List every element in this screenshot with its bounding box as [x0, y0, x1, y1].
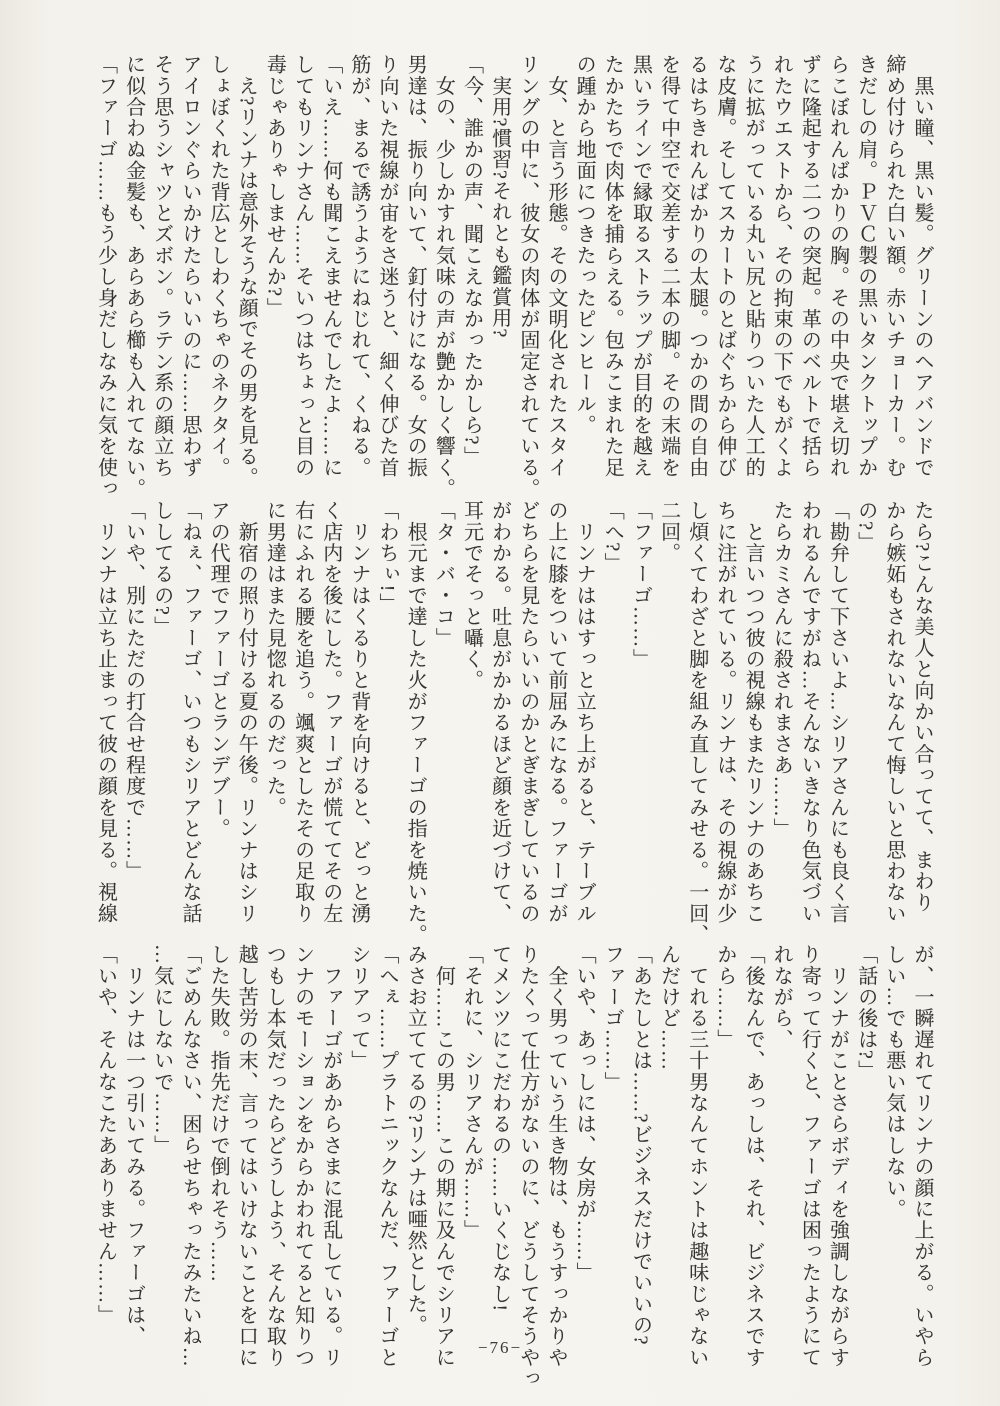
text-column: たらカミさんに殺されまさあ……」	[770, 500, 793, 840]
text-column: らこぼれんばかりの胸。その中央で堪え切れ	[826, 54, 849, 478]
text-column: アの代理でファーゴとランデブー。	[207, 500, 230, 840]
text-column: アイロンぐらいかけたらいいのに……思わず	[178, 54, 201, 478]
text-column: 「いや、そんなこたあありません……」	[94, 944, 117, 1326]
text-column: ンナのモーションをからかわれてると知りつ	[291, 944, 314, 1368]
text-column: れたウエストから、その拘束の下でもがくよ	[770, 54, 793, 478]
text-column: が、一瞬遅れてリンナの顔に上がる。いやら	[911, 944, 933, 1368]
text-column: りたくって仕方がないのに、どうしてそうやっ	[516, 944, 539, 1390]
text-column: の?」	[854, 500, 877, 553]
text-column: し煩くてわざと脚を組み直してみせる。一回、	[685, 500, 708, 946]
text-column: ししてるの?」	[150, 500, 173, 638]
text-column: 越し苦労の末、言ってはいけないことを口に	[235, 944, 258, 1368]
text-column: ファーゴ……」	[601, 944, 624, 1093]
text-column: 「タ・バ・コ」	[432, 500, 455, 649]
text-column: リンナは一つ引いてみる。ファーゴは、	[122, 944, 145, 1347]
text-column: たかたちで肉体を捕らえる。包みこまれた足	[601, 54, 624, 478]
text-column: リングの中に、彼女の肉体が固定されている。	[516, 54, 539, 500]
text-column: リンナはくるりと背を向けると、どっと湧	[347, 500, 370, 924]
text-column: に男達はまた見惚れるのだった。	[263, 500, 286, 818]
text-column: んだけど……	[657, 944, 680, 1072]
text-column: 黒いラインで縁取るストラップが目的を越え	[629, 54, 652, 478]
text-column: たら?こんな美人と向かい合ってて、まわり	[911, 500, 933, 913]
text-column: 「後なんで、あっしは、それ、ビジネスです	[742, 944, 765, 1368]
text-column: みさお立ててるの?リンナは唖然とした。	[404, 944, 427, 1336]
text-band-middle	[90, 500, 936, 946]
text-column: く店内を後にした。ファーゴが慌ててその左	[319, 500, 342, 924]
text-column: 実用?慣習?それとも鑑賞用?	[488, 54, 511, 339]
text-column: 女、と言う形態。その文明化されたスタイ	[544, 54, 567, 478]
text-column: 「へ?」	[601, 500, 624, 574]
text-column: 黒い瞳、黒い髪。グリーンのヘアバンドで	[911, 54, 933, 478]
text-column: 耳元でそっと囁く。	[460, 500, 483, 691]
text-column: 根元まで達した火がファーゴの指を焼いた。	[404, 500, 427, 946]
text-column: 「いや、別にただの打合せ程度で……」	[122, 500, 145, 882]
text-column: に似合わぬ金髪も、あらあら櫛も入れてない。	[122, 54, 145, 500]
text-column: がわかる。吐息がかかるほど顔を近づけて、	[488, 500, 511, 924]
text-column: 「ごめんなさい、困らせちゃったみたいね…	[178, 944, 201, 1368]
text-band-top	[90, 54, 936, 500]
text-column: 「へぇ……プラトニックなんだ、ファーゴと	[376, 944, 399, 1368]
text-column: ファーゴがあからさまに混乱している。リ	[319, 944, 342, 1368]
text-column: 「それに、シリアさんが……」	[460, 944, 483, 1241]
text-column: 「わちぃ!」	[376, 500, 399, 614]
text-column: 「いや、あっしには、女房が……」	[573, 944, 596, 1284]
text-column: 男達は、振り向いて、釘付けになる。女の振	[404, 54, 427, 478]
text-column: れながら、	[770, 944, 793, 1050]
text-column: な皮膚。そしてスカートのとばぐちから伸び	[713, 54, 736, 478]
text-column: るはちきれんばかりの太腿。つかの間の自由	[685, 54, 708, 478]
text-column: 何……この男……この期に及んでシリアに	[432, 944, 455, 1368]
text-column: きだしの肩。ＰＶＣ製の黒いタンクトップか	[854, 54, 877, 478]
text-column: しょぼくれた背広としわくちゃのネクタイ。	[207, 54, 230, 478]
text-column: 二回。	[657, 500, 680, 564]
text-column: を得て中空で交差する二本の脚。その末端を	[657, 54, 680, 478]
text-column: 右にふれる腰を追う。颯爽としたその足取り	[291, 500, 314, 924]
page-number: −76−	[477, 1338, 523, 1357]
text-column: 筋が、まるで誘うようにねじれて、くねる。	[347, 54, 370, 478]
text-column: 「ねぇ、ファーゴ、いつもシリアとどんな話	[178, 500, 201, 924]
text-column: どちらを見たらいいのかとぎまぎしているの	[516, 500, 539, 924]
text-column: そう思うシャツとズボン。ラテン系の顔立ち	[150, 54, 173, 478]
text-column: リンナは立ち止まって彼の顔を見る。視線	[94, 500, 117, 924]
text-column: と言いつつ彼の視線もまたリンナのあちこ	[742, 500, 765, 924]
text-column: …気にしないで……」	[150, 944, 173, 1156]
text-column: り向いた視線が宙をさ迷うと、細く伸びた首	[376, 54, 399, 478]
text-column: シリアって」	[347, 944, 370, 1072]
text-column: 「勘弁して下さいよ…シリアさんにも良く言	[826, 500, 849, 924]
text-column: の上に膝をついて前屈みになる。ファーゴが	[544, 500, 567, 924]
text-band-bottom	[90, 944, 936, 1390]
text-column: した失敗。指先だけで倒れそう……	[207, 944, 230, 1284]
text-column: ずに隆起する二つの突起。革のベルトで括ら	[798, 54, 821, 478]
text-column: しい…でも悪い気はしない。	[882, 944, 905, 1220]
text-column: てメンツにこだわるの……いくじなし!	[488, 944, 511, 1313]
text-column: の踵から地面につきたったピンヒール。	[573, 54, 596, 436]
text-column: 「ファーゴ……」	[629, 500, 652, 670]
text-column: 「ファーゴ……もう少し身だしなみに気を使っ	[94, 54, 117, 500]
text-column: リンナははすっと立ち上がると、テーブル	[573, 500, 596, 924]
text-column: われるんですがね…そんないきなり色気づい	[798, 500, 821, 924]
text-column: 「あたしとは……?ビジネスだけでいいの?	[629, 944, 652, 1346]
text-column: 全く男っていう生き物は、もうすっかりや	[544, 944, 567, 1368]
text-column: り寄って行くと、ファーゴは困ったようにて	[798, 944, 821, 1368]
text-column: 「今、誰かの声、聞こえなかったかしら?」	[460, 54, 483, 467]
text-column: から嫉妬もされないなんて悔しいと思わない	[882, 500, 905, 924]
text-column: 締め付けられた白い額。赤いチョーカー。む	[882, 54, 905, 478]
text-column: 「いえ……何も聞こえませんでしたよ……に	[319, 54, 342, 478]
text-column: うに拡がっている丸い尻と貼りついた人工的	[742, 54, 765, 478]
text-column: してもリンナさん……そいつはちょっと目の	[291, 54, 314, 478]
text-column: え?リンナは意外そうな顔でその男を見る。	[235, 54, 258, 489]
text-column: ちに注がれている。リンナは、その視線が少	[713, 500, 736, 924]
text-column: 「話の後は?」	[854, 944, 877, 1082]
text-column: つもし本気だったらどうしよう、そんな取り	[263, 944, 286, 1368]
text-column: リンナがことさらボディを強調しながらす	[826, 944, 849, 1368]
text-column: 毒じゃありゃしませんか?」	[263, 54, 286, 319]
text-column: 女の、少しかすれ気味の声が艶かしく響く。	[432, 54, 455, 500]
text-column: 新宿の照り付ける夏の午後。リンナはシリ	[235, 500, 258, 924]
text-column: から……」	[713, 944, 736, 1050]
text-column: てれる三十男なんてホントは趣味じゃない	[685, 944, 708, 1368]
